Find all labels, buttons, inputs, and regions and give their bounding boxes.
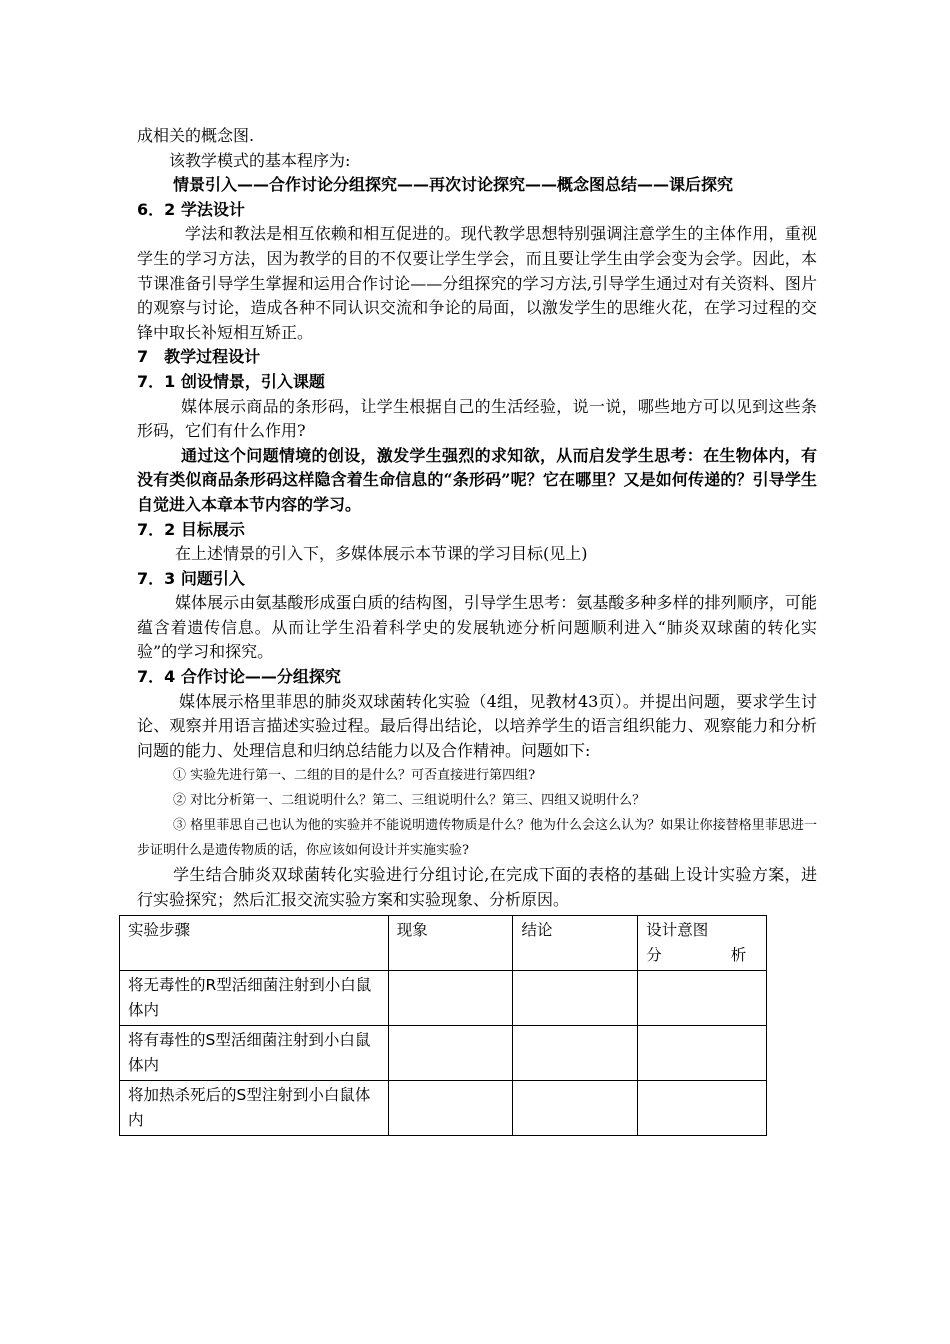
table-header-cell: [638, 915, 767, 970]
paragraph: 媒体展示格里菲思的肺炎双球菌转化实验（4组，见教材43页）。并提出问题，要求学生讨论、观察并用语言描述实验过程。最后得出结论，以培养学生的语言组织能力、观察能力和分析问题的能力、处理信息和归纳总结能力以及合作精神。问题如下:: [137, 691, 817, 760]
table-cell: [388, 1080, 513, 1135]
header-analysis-char: 分: [646, 945, 662, 964]
section-heading: 7．2 目标展示: [137, 519, 245, 539]
table-cell: 将加热杀死后的S型注射到小白鼠体内: [120, 1080, 389, 1135]
header-analysis-label: [646, 943, 746, 968]
table-cell: [388, 970, 513, 1025]
table-header-cell: 现象: [388, 915, 513, 970]
table-row: [120, 1080, 767, 1135]
section-heading: 7 教学过程设计: [137, 347, 261, 367]
table-row: [120, 970, 767, 1025]
question-item: ② 对比分析第一、二组说明什么？第二、三组说明什么？第三、四组又说明什么？: [173, 793, 646, 809]
paragraph: 学生结合肺炎双球菌转化实验进行分组讨论,在完成下面的表格的基础上设计实验方案，进行实验探究；然后汇报交流实验方案和实验现象、分析原因。: [137, 865, 817, 910]
procedure-text: 情景引入——合作讨论分组探究——再次讨论探究——概念图总结——课后探究: [173, 175, 734, 195]
paragraph: 媒体展示由氨基酸形成蛋白质的结构图，引导学生思考：氨基酸多种多样的排列顺序，可能蕴含着遗传信息。从而让学生沿着科学史的发展轨迹分析问题顺利进入“肺炎双球菌的转化实验”的学习和探究。: [137, 593, 817, 662]
experiment-table: [119, 915, 767, 1136]
section-heading: 7．4 合作讨论——分组探究: [137, 667, 341, 687]
header-design-label: 设计意图: [646, 920, 709, 939]
paragraph: 该教学模式的基本程序为:: [169, 150, 351, 170]
header-analysis-char: 析: [730, 945, 747, 964]
table-cell: [638, 970, 767, 1025]
paragraph: 成相关的概念图.: [137, 126, 255, 145]
paragraph: 在上述情景的引入下，多媒体展示本节课的学习目标(见上): [175, 544, 588, 564]
paragraph: 学法和教法是相互依赖和相互促进的。现代教学思想特别强调注意学生的主体作用，重视学生的学习方法，因为教学的目的不仅要让学生学会，而且要让学生由学会变为会学。因此，本节课准备引导学生掌握和运用合作讨论——分组探究的学习方法,引导学生通过对有关资料、图片的观察与讨论，造成各种不同认识交流和争论的局面，以激发学生的思维火花，在学习过程的交锋中取长补短相互矫正。: [137, 224, 817, 342]
section-heading: 7．1 创设情景，引入课题: [137, 371, 325, 391]
table-cell: [513, 1025, 638, 1080]
table-header-row: [120, 915, 767, 970]
question-item: ① 实验先进行第一、二组的目的是什么？可否直接进行第四组?: [173, 768, 536, 784]
table-cell: [513, 970, 638, 1025]
table-header-cell: 实验步骤: [120, 915, 389, 970]
paragraph: 媒体展示商品的条形码，让学生根据自己的生活经验，说一说，哪些地方可以见到这些条形码，它们有什么作用?: [137, 396, 817, 441]
table-cell: 将无毒性的R型活细菌注射到小白鼠体内: [120, 970, 389, 1025]
table-cell: [513, 1080, 638, 1135]
question-item: ③ 格里菲思自己也认为他的实验并不能说明遗传物质是什么？他为什么会这么认为？如果让你接替格里菲思进一步证明什么是遗传物质的话，你应该如何设计并实施实验?: [137, 818, 817, 859]
table-cell: 将有毒性的S型活细菌注射到小白鼠体内: [120, 1025, 389, 1080]
section-heading: 6．2 学法设计: [137, 199, 245, 219]
table-cell: [638, 1080, 767, 1135]
emphasis-paragraph: 通过这个问题情境的创设，激发学生强烈的求知欲，从而启发学生思考：在生物体内，有没有类似商品条形码这样隐含着生命信息的“条形码”呢？它在哪里？又是如何传递的？引导学生自觉进入本章本节内容的学习。: [137, 445, 817, 514]
section-heading: 7．3 问题引入: [137, 568, 245, 588]
document-page: [128, 124, 817, 1136]
table-cell: [388, 1025, 513, 1080]
table-header-cell: 结论: [513, 915, 638, 970]
table-row: [120, 1025, 767, 1080]
table-cell: [638, 1025, 767, 1080]
